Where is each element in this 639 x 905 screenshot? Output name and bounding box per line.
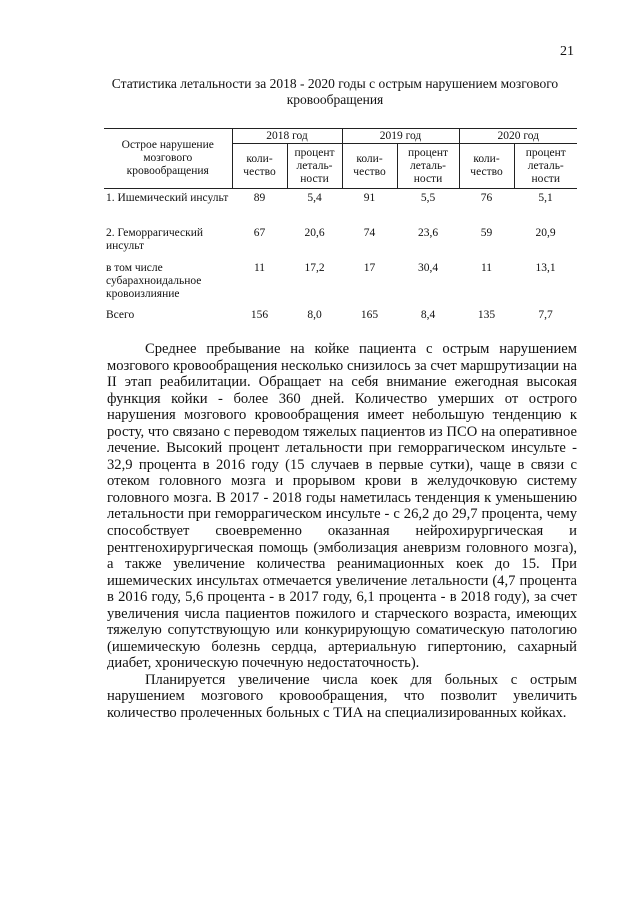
count-header: коли-чество [232, 144, 287, 189]
table-cell: 30,4 [417, 262, 439, 274]
table-row [104, 189, 577, 225]
table-cell: 13,1 [535, 262, 556, 274]
table-cell: 91 [363, 192, 376, 204]
condition-header: Острое нарушение мозгового кровообращения [104, 129, 232, 189]
paragraph: Планируется увеличение числа коек для больных с острым нарушением мозгового кровообращения, что позволит увеличить количество пролеченных больных с ТИА на специализированных койках. [107, 671, 577, 722]
year-header: 2019 год [342, 129, 459, 144]
table-cell: 17,2 [304, 262, 325, 274]
row-label: 1. Ишемический инсульт [106, 192, 229, 204]
percent-header: процент леталь-ности [287, 144, 342, 189]
count-header: коли-чество [342, 144, 397, 189]
table-cell: 5,5 [420, 192, 436, 204]
year-header: 2020 год [459, 129, 577, 144]
table-cell: 11 [253, 262, 266, 274]
table-cell: 17 [363, 262, 376, 274]
page-number: 21 [560, 44, 574, 59]
table-cell: 23,6 [417, 227, 439, 239]
row-label: в том числе субарахноидальное кровоизлияние [106, 262, 202, 300]
row-label: Всего [106, 309, 135, 321]
table-cell: 165 [360, 309, 379, 321]
table-cell: 67 [253, 227, 266, 239]
paragraph: Среднее пребывание на койке пациента с острым нарушением мозгового кровообращения несколько снизилось за счет маршрутизации на II этап реабилитации. Обращает на себя внимание ежегодная высокая функция койки - более 360 дней. Количество умерших от острого нарушения мозгового кровообращения имеет небольшую тенденцию к росту, что связано с переводом тяжелых пациентов из ПСО на оперативное лечение. Высокий процент летальности при геморрагическом инсульте - 32,9 процента в 2016 году (15 случаев в первые сутки), чаще в связи с отеком головного мозга и прорывом крови в желудочковую систему головного мозга. В 2017 - 2018 годы наметилась тенденция к уменьшению летальности при геморрагическом инсульте - с 26,2 до 29,7 процента, чему способствует своевременно оказанная нейрохирургическая и рентгенохирургическая помощь (эмболизация аневризм головного мозга), а также увеличение количества реанимационных коек до 15. При ишемических инсультах отмечается увеличение летальности (4,7 процента в 2016 году, 5,6 процента - в 2017 году, 6,1 процента - в 2018 году), за счет увеличения числа пациентов пожилого и старческого возраста, имеющих тяжелую сопутствующую или конкурирующую соматическую патологию (ишемическую болезнь сердца, артериальную гипертонию, сахарный диабет, хроническую почечную недостаточность). [107, 341, 577, 672]
table-row [104, 224, 577, 259]
table-cell: 20,9 [535, 227, 556, 239]
table-cell: 7,7 [538, 309, 553, 321]
table-cell: 156 [250, 309, 269, 321]
table-cell: 11 [480, 262, 493, 274]
mortality-table [104, 128, 577, 329]
percent-header: процент леталь-ности [514, 144, 577, 189]
table-cell: 89 [253, 192, 266, 204]
percent-header: процент леталь-ности [397, 144, 459, 189]
table-cell: 5,4 [307, 192, 322, 204]
count-header: коли-чество [459, 144, 514, 189]
table-cell: 76 [480, 192, 493, 204]
page-title: Статистика летальности за 2018 - 2020 годы с острым нарушением мозгового кровообращения [111, 76, 559, 107]
table-cell: 20,6 [304, 227, 325, 239]
table-cell: 8,0 [307, 309, 322, 321]
table-row [104, 306, 577, 329]
body-text [107, 341, 577, 722]
row-label: 2. Геморрагический инсульт [106, 227, 204, 252]
year-header: 2018 год [232, 129, 342, 144]
table-cell: 5,1 [538, 192, 553, 204]
table-cell: 135 [477, 309, 496, 321]
table-cell: 8,4 [420, 309, 436, 321]
table-cell: 59 [480, 227, 493, 239]
table-row [104, 259, 577, 306]
table-cell: 74 [363, 227, 376, 239]
